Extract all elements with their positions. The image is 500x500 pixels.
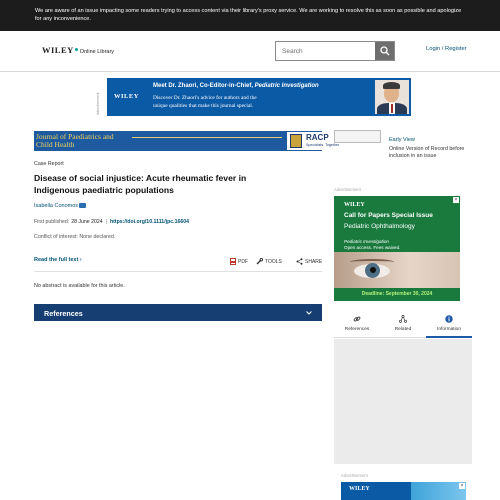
publication-info: First published: 28 June 2024 | https://doi.org/10.1111/jpc.16604 [34, 219, 189, 225]
sidebar-tabs [334, 311, 472, 338]
ad-brand: WILEY [344, 202, 365, 208]
ad-close-icon[interactable]: × [454, 197, 458, 203]
search-icon [380, 46, 390, 56]
racp-crest-icon [290, 134, 302, 148]
ad-access: Open access. Fees waived. [344, 245, 401, 250]
ad-headline: Call for Papers Special Issue [344, 212, 433, 219]
conflict-of-interest: Conflict of interest: None declared. [34, 234, 116, 240]
site-header [0, 31, 500, 72]
ad-deadline: Deadline: September 30, 2024 [334, 288, 460, 301]
ad-brand: WILEY [114, 93, 139, 100]
tab-information[interactable]: Information [426, 311, 472, 338]
article-title: Disease of social injustice: Acute rheumatic fever in Indigenous paediatric populations [34, 173, 247, 195]
wrench-icon [256, 258, 263, 265]
ad-brand: WILEY [349, 486, 370, 492]
read-full-text-link[interactable]: Read the full text › [34, 257, 82, 263]
information-panel [334, 339, 472, 464]
ad-close-icon[interactable]: × [460, 483, 464, 489]
sidebar-advertisement[interactable] [334, 196, 460, 301]
tools-button[interactable]: TOOLS [256, 258, 282, 265]
journal-cover-image[interactable] [334, 130, 381, 143]
search-input[interactable] [276, 42, 376, 60]
link-icon [353, 315, 361, 323]
ad-journal: Pediatric Investigation [344, 239, 389, 244]
editor-photo [375, 80, 409, 114]
references-label: References [44, 309, 83, 318]
version-of-record-text: Online Version of Record before inclusion in an issue [389, 146, 465, 159]
ad-subheadline: Pediatric Ophthalmology [344, 223, 415, 230]
chevron-right-icon: › [79, 257, 82, 263]
pdf-icon [230, 258, 236, 265]
logo-text: WILEY [42, 45, 74, 55]
info-icon [445, 315, 453, 323]
banner-divider [132, 137, 282, 138]
racp-logo: RACP Specialists. Together [287, 132, 354, 150]
tab-related[interactable]: Related [380, 311, 426, 338]
author-link[interactable]: Isabella Conomos [34, 203, 86, 209]
ad-line-2: unique qualities that make this journal special. [153, 103, 254, 109]
doi-link[interactable]: https://doi.org/10.1111/jpc.16604 [110, 219, 189, 225]
sidebar-ad-label: Advertisement [334, 187, 361, 192]
pdf-button[interactable]: PDF [230, 258, 248, 265]
abstract-text: No abstract is available for this article. [34, 283, 125, 289]
proxy-issue-notice: We are aware of an issue impacting some readers trying to access content via their library's proxy service. We are working to resolve this as soon as possible and apologize for any inconvenience. [0, 0, 500, 31]
top-advertisement[interactable] [107, 78, 411, 116]
tab-references[interactable]: References [334, 311, 380, 338]
early-view-link[interactable]: Early View [389, 137, 415, 143]
share-icon [296, 258, 303, 265]
logo-subtext: Online Library [79, 49, 115, 55]
journal-title: Journal of Paediatrics and Child Health [36, 132, 114, 149]
search-box [275, 41, 395, 61]
network-icon [399, 315, 407, 323]
login-register-link[interactable]: Login / Register [426, 46, 467, 52]
divider [34, 271, 322, 272]
references-accordion[interactable] [34, 304, 322, 321]
ad-image [411, 482, 466, 500]
bottom-advertisement[interactable] [341, 482, 466, 500]
share-button[interactable]: SHARE [296, 258, 322, 265]
logo-dot-icon [75, 48, 78, 51]
wiley-logo[interactable] [42, 45, 114, 55]
journal-banner[interactable] [34, 131, 340, 151]
ad-headline: Meet Dr. Zhaori, Co-Editor-in-Chief, Pediatric Investigation [153, 83, 319, 89]
ad-line-1: Discover Dr. Zhaori's advice for authors and the [153, 95, 257, 101]
mail-icon[interactable] [79, 203, 86, 208]
chevron-down-icon [305, 309, 313, 317]
article-type: Case Report [34, 161, 64, 167]
ad-eye-image [334, 252, 460, 288]
ad-label: Advertisement [96, 92, 100, 115]
search-button[interactable] [375, 42, 394, 60]
bottom-ad-label: Advertisement [341, 473, 368, 478]
